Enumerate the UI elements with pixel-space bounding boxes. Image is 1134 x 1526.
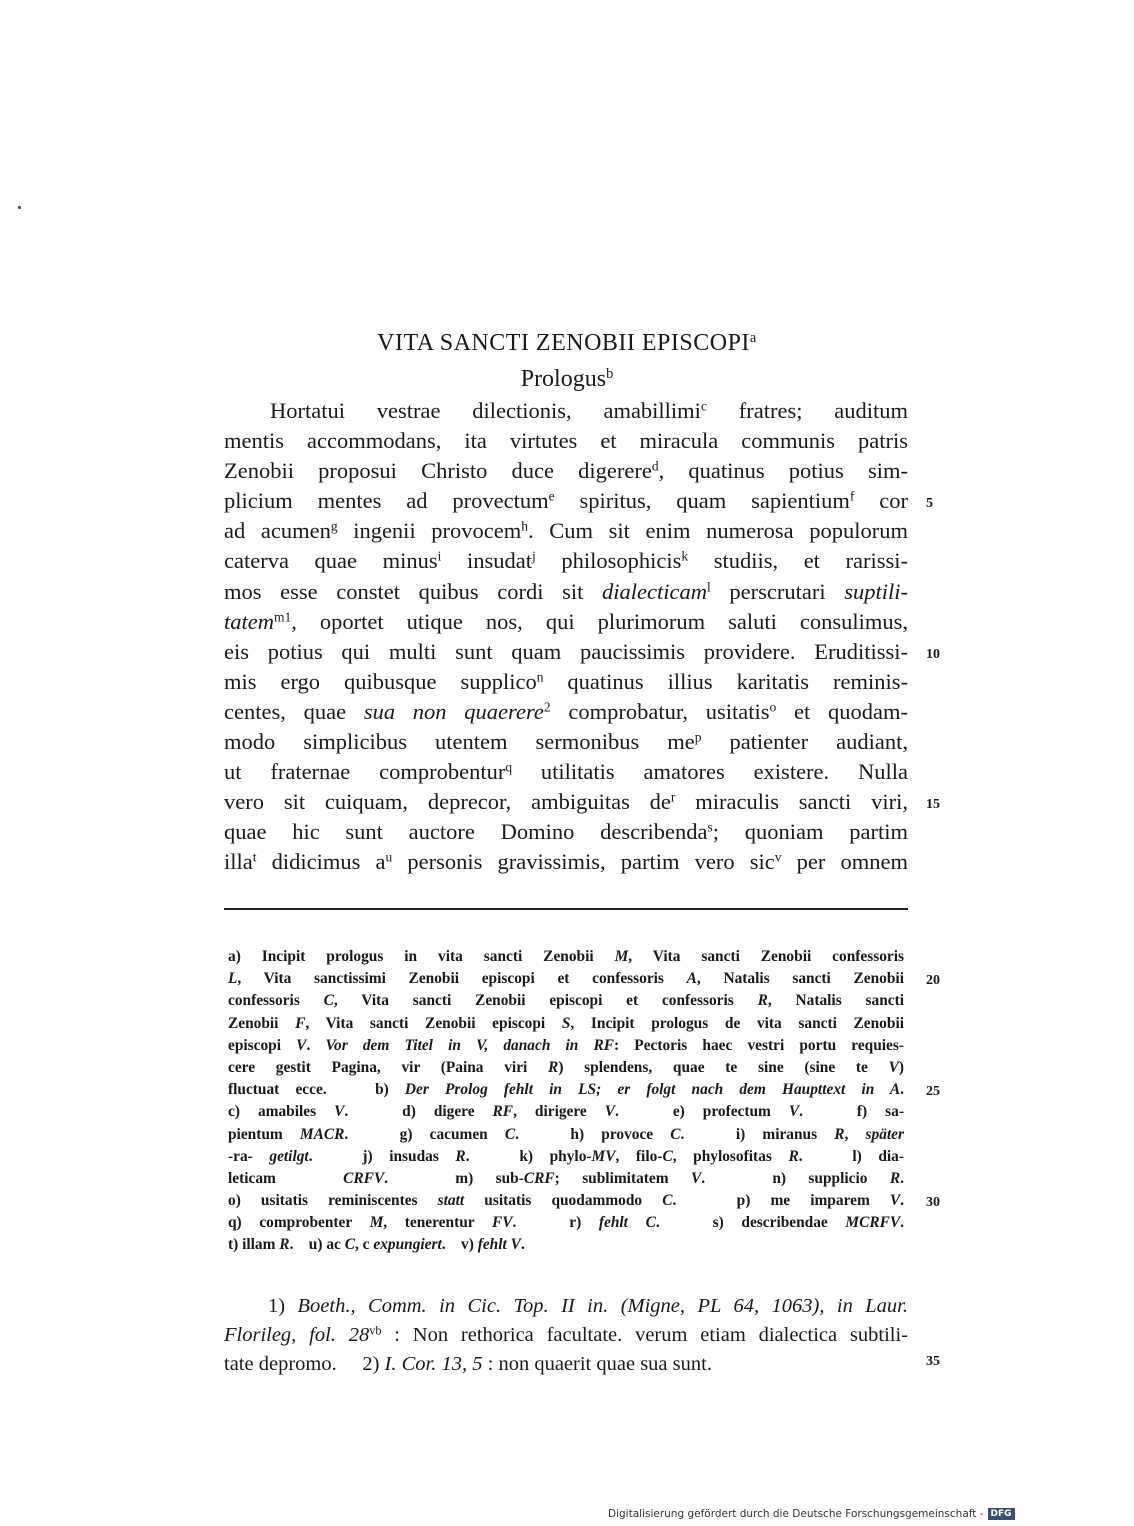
note-line: Zenobii F, Vita sancti Zenobii episcopi S, Incipit prologus de vita sancti Zenobii [228, 1014, 904, 1032]
text-line: tatem$^{m1}$, oportet utique nos, qui plurimorum saluti consulimus, [224, 608, 908, 634]
text-line: vero sit cuiquam, deprecor, ambiguitas $de^r$ miraculis sancti viri, [224, 789, 908, 815]
digitization-footer: Digitalisierung gefördert durch die Deutsche Forschungsgemeinschaft - DFG [608, 1508, 1015, 1520]
apparatus-notes [228, 946, 904, 1257]
note-line: t) illam R. u) ac C, c expungiert. v) fehlt V. [228, 1236, 525, 1254]
text-line: ad acumen$^g$ ingenii provocem$^h$. Cum sit enim numerosa populorum [224, 518, 908, 544]
note-line: fluctuat ecce. b) Der Prolog fehlt in LS; er folgt nach dem Haupttext in A. [228, 1081, 904, 1099]
text-line: illa$^t$ didicimus $a^u$ personis gravissimis, partim vero sic$^v$ per omnem [224, 849, 909, 875]
line-number: 20 [926, 973, 940, 989]
note-line: confessoris C, Vita sancti Zenobii episcopi et confessoris R, Natalis sancti [228, 992, 904, 1010]
page-subtitle: Prologus$^b$ [520, 366, 614, 392]
page-title: VITA SANCTI ZENOBII EPISCOPI$^a$ [377, 330, 757, 356]
text-line: modo simplicibus utentem sermonibus $me^p$ patienter audiant, [224, 729, 908, 755]
line-number: 25 [926, 1084, 940, 1100]
note-line: L, Vita sanctissimi Zenobii episcopi et confessoris A, Natalis sancti Zenobii [228, 970, 904, 988]
main-text [224, 396, 908, 878]
text-line: Zenobii proposui Christo duce digerere$^d$, quatinus potius sim- [224, 458, 908, 484]
note-line: q) comprobenter M, tenerentur FV. r) fehlt C. s) describendae MCRFV. [228, 1214, 905, 1232]
ref-line: Florileg, fol. $28^{vb}$ : Non rethorica facultate. verum etiam dialectica subtili- [224, 1323, 909, 1346]
line-number: 15 [926, 797, 940, 813]
ref-line: 1) Boeth., Comm. in Cic. Top. II in. (Migne, PL 64, 1063), in Laur. [268, 1295, 908, 1317]
text-line: centes, quae sua non quaerere$^2$ comprobatur, usitatis$^o$ et quodam- [224, 698, 908, 724]
text-line: Hortatui vestrae dilectionis, amabillimi$^c$ fratres; auditum [270, 398, 908, 423]
text-line: mos esse constet quibus cordi sit dialecticam$^l$ perscrutari suptili- [224, 578, 908, 604]
text-line: caterva quae minus$^i$ insudat$^j$ philosophicis$^k$ studiis, et rarissi- [224, 548, 909, 574]
text-line: eis potius qui multi sunt quam paucissimis providere. Eruditissi- [224, 638, 908, 664]
note-line: c) amabiles V. d) digere RF, dirigere V. e) profectum V. f) sa- [228, 1103, 904, 1121]
note-line: cere gestit Pagina, vir (Paina viri R) splendens, quae te sine (sine te V) [228, 1058, 905, 1076]
dfg-logo: DFG [988, 1508, 1015, 1520]
note-line: pientum MACR. g) cacumen C. h) provoce C. i) miranus R, später [228, 1125, 904, 1143]
line-number: 10 [926, 646, 940, 662]
note-line: episcopi V. Vor dem Titel in V, danach in RF: Pectoris haec vestri portu requies- [228, 1036, 905, 1054]
text-line: ut fraternae comprobentur$^q$ utilitatis amatores existere. Nulla [224, 759, 908, 785]
note-line: leticam CRFV. m) sub-CRF; sublimitatem V. n) supplicio R. [228, 1169, 904, 1187]
line-number: 30 [926, 1195, 940, 1211]
line-number: 35 [926, 1354, 940, 1369]
line-number: 5 [926, 496, 933, 512]
text-line: quae hic sunt auctore Domino describenda$^s$; quoniam partim [224, 819, 908, 845]
text-line: mentis accommodans, ita virtutes et miracula communis patris [224, 428, 908, 454]
source-references [224, 1292, 908, 1379]
note-line: a) Incipit prologus in vita sancti Zenobii M, Vita sancti Zenobii confessoris [228, 948, 904, 965]
ref-line: tate depromo. 2) I. Cor. 13, 5 : non quaerit quae sua sunt. [224, 1353, 712, 1375]
scan-speck [18, 206, 21, 209]
text-line: mis ergo quibusque supplico$^n$ quatinus illius karitatis reminis- [224, 668, 908, 694]
footnote-divider [224, 908, 908, 910]
note-line: o) usitatis reminiscentes statt usitatis quodammodo C. p) me imparem V. [228, 1192, 905, 1210]
note-line: -ra- getilgt. j) insudas R. k) phylo-MV, filo-C, phylosofitas R. l) dia- [228, 1147, 904, 1165]
text-line: plicium mentes ad provectum$^e$ spiritus, quam sapientium$^f$ cor [224, 488, 908, 514]
